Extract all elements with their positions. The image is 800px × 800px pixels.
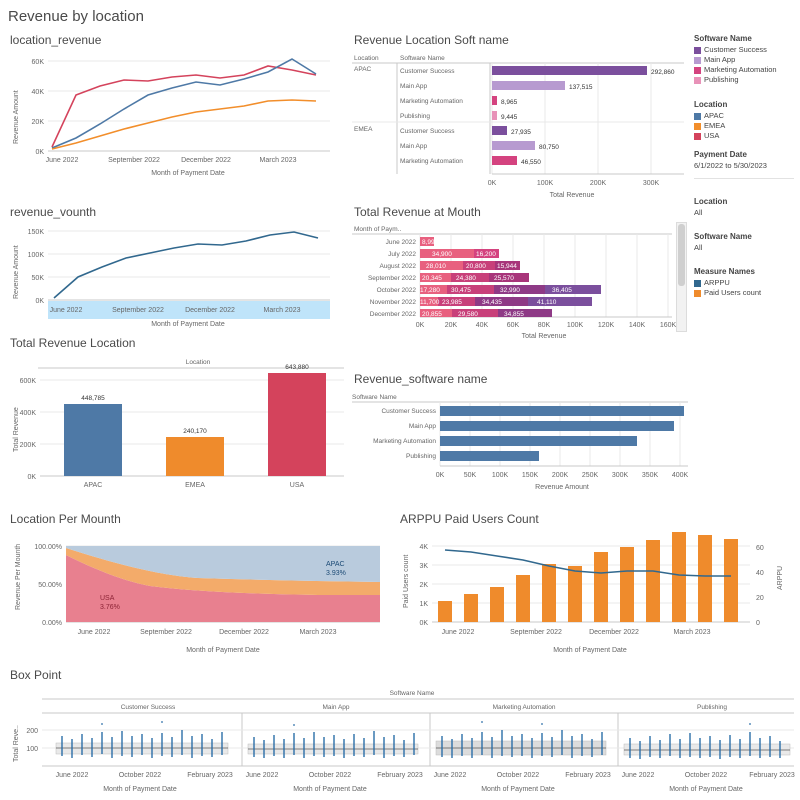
xtick: EMEA xyxy=(185,482,205,489)
xtick: 300K xyxy=(642,180,660,187)
xtick: September 2022 xyxy=(112,307,164,314)
xtick: 140K xyxy=(628,322,646,329)
filter-title-location: Location xyxy=(694,197,728,206)
swatch-icon xyxy=(694,67,701,74)
xtick: June 2022 xyxy=(55,772,89,779)
bar-paid-users xyxy=(438,601,452,622)
xtick: 100K xyxy=(536,180,554,187)
ytick: 40K xyxy=(31,89,44,96)
bar-label: 292,860 xyxy=(651,69,675,76)
xtick: 400K xyxy=(671,472,689,479)
row-group-label: APAC xyxy=(354,66,372,73)
bar-paid-users xyxy=(516,575,530,622)
bar-label: 29,580 xyxy=(458,311,478,318)
ytick-left: 1K xyxy=(419,601,428,608)
ytick: 200K xyxy=(19,442,36,449)
chart-box-point[interactable] xyxy=(8,684,796,799)
xtick: September 2022 xyxy=(108,157,160,164)
scrollbar-thumb[interactable] xyxy=(678,224,685,286)
outlier-point xyxy=(541,723,543,725)
legend-item[interactable] xyxy=(694,278,798,288)
bar-label: 34,900 xyxy=(432,251,452,258)
ytick-right: 40 xyxy=(756,570,764,577)
bar-label: 9,445 xyxy=(501,114,518,121)
ytick: 0K xyxy=(27,474,36,481)
ytick-right: 60 xyxy=(756,545,764,552)
xtick: 0K xyxy=(487,180,497,187)
facet-header-label: Software Name xyxy=(389,690,435,697)
panel-total-revenue-location xyxy=(8,336,348,506)
xtick: October 2022 xyxy=(308,772,352,779)
bar-label: 34,855 xyxy=(504,311,524,318)
facet-title: Customer Success xyxy=(120,704,176,711)
bar-label: 137,515 xyxy=(569,84,593,91)
yaxis-label: Total Revenue xyxy=(13,407,20,452)
bar-main-app xyxy=(440,421,674,431)
legend-title-software-name: Software Name xyxy=(694,34,752,43)
xtick: 200K xyxy=(551,472,569,479)
legend-item[interactable] xyxy=(694,288,798,298)
bar-label: 28,010 xyxy=(426,263,446,270)
xtick: December 2022 xyxy=(181,157,231,164)
ytick: 100 xyxy=(26,746,38,753)
bar-paid-users xyxy=(542,564,556,622)
xtick: March 2023 xyxy=(263,307,301,314)
bar-label: 448,785 xyxy=(81,395,105,402)
row-label: Main App xyxy=(400,143,428,150)
xtick: 20K xyxy=(444,322,458,329)
legend-label: APAC xyxy=(704,111,724,120)
swatch-icon xyxy=(694,280,701,287)
bar-label: 643,880 xyxy=(285,364,309,371)
ytick: July 2022 xyxy=(388,251,416,258)
bar-label: 8,965 xyxy=(501,99,518,106)
xtick: 0K xyxy=(435,472,445,479)
xtick: October 2022 xyxy=(684,772,728,779)
panel-total-revenue-at-mouth xyxy=(352,205,688,340)
ytick: December 2022 xyxy=(369,311,416,318)
xtick: February 2023 xyxy=(377,772,423,779)
bar-paid-users xyxy=(698,535,712,622)
bar-label: 24,380 xyxy=(456,275,476,282)
xaxis-label: Month of Payment Date xyxy=(103,786,177,793)
xtick: June 2022 xyxy=(49,307,83,314)
bar-marketing-automation xyxy=(440,436,637,446)
xaxis-label: Month of Payment Date xyxy=(186,647,260,654)
ytick-right: 20 xyxy=(756,595,764,602)
ytick-right: 0 xyxy=(756,620,760,627)
vertical-scrollbar[interactable] xyxy=(676,222,687,332)
xtick: March 2023 xyxy=(299,629,337,636)
xtick: February 2023 xyxy=(187,772,233,779)
legend-title-location: Location xyxy=(694,100,728,109)
series-line-usa xyxy=(52,66,316,147)
panel-title-revenue-software-name: Revenue_software name xyxy=(354,372,488,386)
xaxis-label: Total Revenue xyxy=(521,333,567,340)
bar-emea-main-app xyxy=(492,141,535,150)
legend-item[interactable] xyxy=(694,111,798,121)
panel-title-box-point: Box Point xyxy=(10,668,62,682)
bar-label: 17,280 xyxy=(420,287,440,294)
panel-title-location-per-mounth: Location Per Mounth xyxy=(10,512,121,526)
bar-label: 46,550 xyxy=(521,159,541,166)
outlier-point xyxy=(161,721,163,723)
xtick: 200K xyxy=(589,180,607,187)
panel-title-arppu: ARPPU Paid Users Count xyxy=(400,512,539,526)
panel-title-total-revenue-location: Total Revenue Location xyxy=(10,336,136,350)
xtick: June 2022 xyxy=(621,772,655,779)
filter-value-location: All xyxy=(694,208,703,217)
xtick: 40K xyxy=(475,322,489,329)
legend-title-measure-names: Measure Names xyxy=(694,267,755,276)
bar-emea-customer-success xyxy=(492,126,507,135)
legend-item[interactable] xyxy=(694,55,798,65)
filter-location[interactable] xyxy=(694,197,798,217)
xtick: USA xyxy=(289,482,305,489)
row-label: Main App xyxy=(400,83,428,90)
swatch-icon xyxy=(694,77,701,84)
swatch-icon xyxy=(694,123,701,130)
xtick: September 2022 xyxy=(510,629,562,636)
bar-paid-users xyxy=(672,532,686,622)
xtick: June 2022 xyxy=(45,157,79,164)
chart-subtitle: Location xyxy=(185,359,211,366)
bar-paid-users xyxy=(490,587,504,622)
xaxis-label: Month of Payment Date xyxy=(481,786,555,793)
xtick: June 2022 xyxy=(245,772,279,779)
xaxis-label: Total Revenue xyxy=(549,192,595,199)
xaxis-label: Revenue Amount xyxy=(535,484,589,491)
ytick: November 2022 xyxy=(369,299,416,306)
bar-paid-users xyxy=(568,566,582,622)
bar-emea xyxy=(166,437,224,476)
swatch-icon xyxy=(694,47,701,54)
legend-measure-names xyxy=(694,267,798,298)
annotation-apac-value: 3.93% xyxy=(326,570,346,577)
legend-location xyxy=(694,100,798,141)
panel-revenue-vounth xyxy=(8,205,338,335)
row-label: Customer Success xyxy=(400,68,455,75)
outlier-point xyxy=(749,723,751,725)
xtick: June 2022 xyxy=(441,629,475,636)
ytick: 20K xyxy=(31,119,44,126)
yaxis-label: Revenue Amount xyxy=(13,245,20,299)
facet-publishing xyxy=(622,723,795,793)
row-label: Marketing Automation xyxy=(400,98,463,105)
xaxis-label: Month of Payment Date xyxy=(151,321,225,328)
chart-total-revenue-at-mouth[interactable] xyxy=(352,221,688,341)
ytick: 50.00% xyxy=(38,582,62,589)
yaxis-label: Total Reve.. xyxy=(13,725,20,762)
ytick: 600K xyxy=(19,378,36,385)
row-label: Marketing Automation xyxy=(400,158,463,165)
bar-label: 30,475 xyxy=(451,287,471,294)
chart-location-revenue[interactable] xyxy=(8,49,338,194)
xtick: February 2023 xyxy=(565,772,611,779)
xtick: December 2022 xyxy=(185,307,235,314)
bar-paid-users xyxy=(646,540,660,622)
chart-location-per-mounth[interactable] xyxy=(8,528,388,664)
ytick-left: 4K xyxy=(419,544,428,551)
bar-label: 240,170 xyxy=(183,428,207,435)
series-line-arppu xyxy=(445,550,731,576)
xtick: October 2022 xyxy=(118,772,162,779)
facet-customer-success xyxy=(56,721,233,793)
filter-value-software-name: All xyxy=(694,243,703,252)
annotation-apac-label: APAC xyxy=(326,561,345,568)
xaxis-label: Month of Payment Date xyxy=(669,786,743,793)
ytick: 60K xyxy=(31,59,44,66)
row-group-label: EMEA xyxy=(354,126,373,133)
ytick: 100K xyxy=(27,252,44,259)
chart-arppu-paid-users[interactable] xyxy=(398,528,794,664)
outlier-point xyxy=(481,721,483,723)
xtick: 0K xyxy=(415,322,425,329)
page-title: Revenue by location xyxy=(8,8,144,25)
legend-software-name xyxy=(694,34,798,85)
xtick: June 2022 xyxy=(433,772,467,779)
xtick: 80K xyxy=(537,322,551,329)
legend-item[interactable] xyxy=(694,45,798,55)
panel-revenue-location-soft-name xyxy=(352,33,682,198)
bar-publishing xyxy=(440,451,539,461)
legend-label: Main App xyxy=(704,55,736,64)
outlier-point xyxy=(101,723,103,725)
xtick: 150K xyxy=(521,472,539,479)
ytick: 0K xyxy=(35,149,44,156)
panel-location-per-mounth xyxy=(8,512,388,662)
ytick-left: 0K xyxy=(419,620,428,627)
ytick: 100.00% xyxy=(34,544,62,551)
xtick: 250K xyxy=(581,472,599,479)
yaxis-label-left: Paid Users count xyxy=(403,554,410,608)
filter-software-name[interactable] xyxy=(694,232,798,252)
ytick: October 2022 xyxy=(376,287,416,294)
ytick: August 2022 xyxy=(379,263,416,270)
ytick: 0K xyxy=(35,298,44,305)
ytick: Main App xyxy=(408,423,436,430)
bar-paid-users xyxy=(594,552,608,622)
xtick: September 2022 xyxy=(140,629,192,636)
ytick: Publishing xyxy=(406,453,436,460)
ytick: 50K xyxy=(31,275,44,282)
swatch-icon xyxy=(694,113,701,120)
legend-divider xyxy=(694,178,794,179)
bar-label: 20,800 xyxy=(466,263,486,270)
bar-label: 41,110 xyxy=(537,299,557,306)
yaxis-label: Revenue Amount xyxy=(13,90,20,144)
xtick: 300K xyxy=(611,472,629,479)
xtick: December 2022 xyxy=(589,629,639,636)
legend-item[interactable] xyxy=(694,75,798,85)
bar-apac-customer-success xyxy=(492,66,647,75)
col-header-software: Software Name xyxy=(400,55,445,62)
bar-label: 80,750 xyxy=(539,144,559,151)
xtick: March 2023 xyxy=(259,157,297,164)
bar-label: 32,990 xyxy=(500,287,520,294)
xtick: June 2022 xyxy=(77,629,111,636)
xtick: 350K xyxy=(641,472,659,479)
panel-title-revenue-location-soft: Revenue Location Soft name xyxy=(354,33,509,47)
series-line-apac xyxy=(52,59,316,148)
xtick: 100K xyxy=(566,322,584,329)
filter-title-payment-date: Payment Date xyxy=(694,150,747,159)
chart-revenue-location-soft[interactable] xyxy=(352,49,684,201)
bar-label: 20,855 xyxy=(422,311,442,318)
ytick-left: 3K xyxy=(419,563,428,570)
chart-total-revenue-location[interactable] xyxy=(8,352,348,507)
ytick: Marketing Automation xyxy=(373,438,436,445)
annotation-usa-value: 3.76% xyxy=(100,604,120,611)
col-header-location: Location xyxy=(354,55,379,62)
yaxis-label-right: ARPPU xyxy=(777,565,784,590)
bar-label: 27,935 xyxy=(511,129,531,136)
bar-customer-success xyxy=(440,406,684,416)
series-line-revenue xyxy=(54,232,318,298)
bar-label: 23,985 xyxy=(442,299,462,306)
bar-apac-main-app xyxy=(492,81,565,90)
xtick: February 2023 xyxy=(749,772,795,779)
xaxis-label: Month of Payment Date xyxy=(293,786,367,793)
panel-title-location-revenue: location_revenue xyxy=(10,33,102,47)
bar-paid-users xyxy=(724,539,738,622)
bar-label: 20,345 xyxy=(422,275,442,282)
xtick: 60K xyxy=(506,322,520,329)
xtick: 100K xyxy=(491,472,509,479)
annotation-usa-label: USA xyxy=(100,595,115,602)
facet-marketing-automation xyxy=(434,721,611,793)
bar-paid-users xyxy=(464,594,478,622)
facet-title: Main App xyxy=(322,704,350,711)
swatch-icon xyxy=(694,290,701,297)
ytick: June 2022 xyxy=(385,239,416,246)
xtick: March 2023 xyxy=(673,629,711,636)
bar-apac-publishing xyxy=(492,111,497,120)
panel-revenue-software-name xyxy=(352,372,692,497)
legend-label: EMEA xyxy=(704,121,726,130)
xtick: 120K xyxy=(597,322,615,329)
panel-box-point xyxy=(8,668,796,798)
xtick: 50K xyxy=(463,472,477,479)
facet-title: Publishing xyxy=(697,704,727,711)
bar-label: 11,700 xyxy=(420,299,440,306)
ytick: 0.00% xyxy=(42,620,62,627)
bar-label: 8,990 xyxy=(422,239,439,246)
panel-arppu-paid-users xyxy=(398,512,796,662)
filter-title-software-name: Software Name xyxy=(694,232,752,241)
row-label: Customer Success xyxy=(400,128,455,135)
xtick: APAC xyxy=(83,482,103,489)
legend-label: Publishing xyxy=(704,75,739,84)
legend-label: Customer Success xyxy=(704,45,767,54)
bar-usa xyxy=(268,373,326,476)
xtick: 160K xyxy=(659,322,677,329)
ytick: 150K xyxy=(27,229,44,236)
chart-revenue-vounth[interactable] xyxy=(8,221,340,337)
xaxis-label: Month of Payment Date xyxy=(553,647,627,654)
bar-label: 34,435 xyxy=(482,299,502,306)
swatch-icon xyxy=(694,133,701,140)
legend-item[interactable] xyxy=(694,65,798,75)
bar-label: 25,570 xyxy=(494,275,514,282)
legend-label: Marketing Automation xyxy=(704,65,777,74)
series-line-emea xyxy=(52,100,316,149)
ytick: 200 xyxy=(26,728,38,735)
swatch-icon xyxy=(694,57,701,64)
ytick-left: 2K xyxy=(419,582,428,589)
row-label: Publishing xyxy=(400,113,430,120)
ytick: Customer Success xyxy=(381,408,436,415)
panel-title-revenue-vounth: revenue_vounth xyxy=(10,205,97,219)
legend-label: Paid Users count xyxy=(704,288,762,297)
bar-label: 16,200 xyxy=(476,251,496,258)
xtick: October 2022 xyxy=(496,772,540,779)
bar-emea-marketing-automation xyxy=(492,156,517,165)
bar-apac xyxy=(64,404,122,476)
bar-label: 36,405 xyxy=(552,287,572,294)
box-whisker xyxy=(624,744,790,755)
ytick: September 2022 xyxy=(367,275,416,282)
legend-label: ARPPU xyxy=(704,278,730,287)
bar-paid-users xyxy=(620,547,634,622)
facet-main-app xyxy=(246,724,423,793)
yaxis-label: Software Name xyxy=(352,394,397,401)
xaxis-label: Month of Payment Date xyxy=(151,170,225,177)
ytick: 400K xyxy=(19,410,36,417)
legend-label: USA xyxy=(704,131,720,140)
chart-revenue-software-name[interactable] xyxy=(352,388,692,498)
panel-title-total-revenue-at-mouth: Total Revenue at Mouth xyxy=(354,205,481,219)
filter-value-payment-date: 6/1/2022 to 5/30/2023 xyxy=(694,161,767,170)
yaxis-label: Revenue Per Mounth xyxy=(15,543,22,610)
panel-location-revenue xyxy=(8,33,338,193)
bar-apac-marketing-automation xyxy=(492,96,497,105)
legend-item[interactable] xyxy=(694,121,798,131)
yaxis-label: Month of Paym.. xyxy=(354,226,402,233)
filter-payment-date[interactable] xyxy=(694,150,798,170)
outlier-point xyxy=(293,724,295,726)
facet-title: Marketing Automation xyxy=(492,704,556,711)
legend-item[interactable] xyxy=(694,131,798,141)
xtick: December 2022 xyxy=(219,629,269,636)
bar-label: 15,944 xyxy=(497,263,517,270)
